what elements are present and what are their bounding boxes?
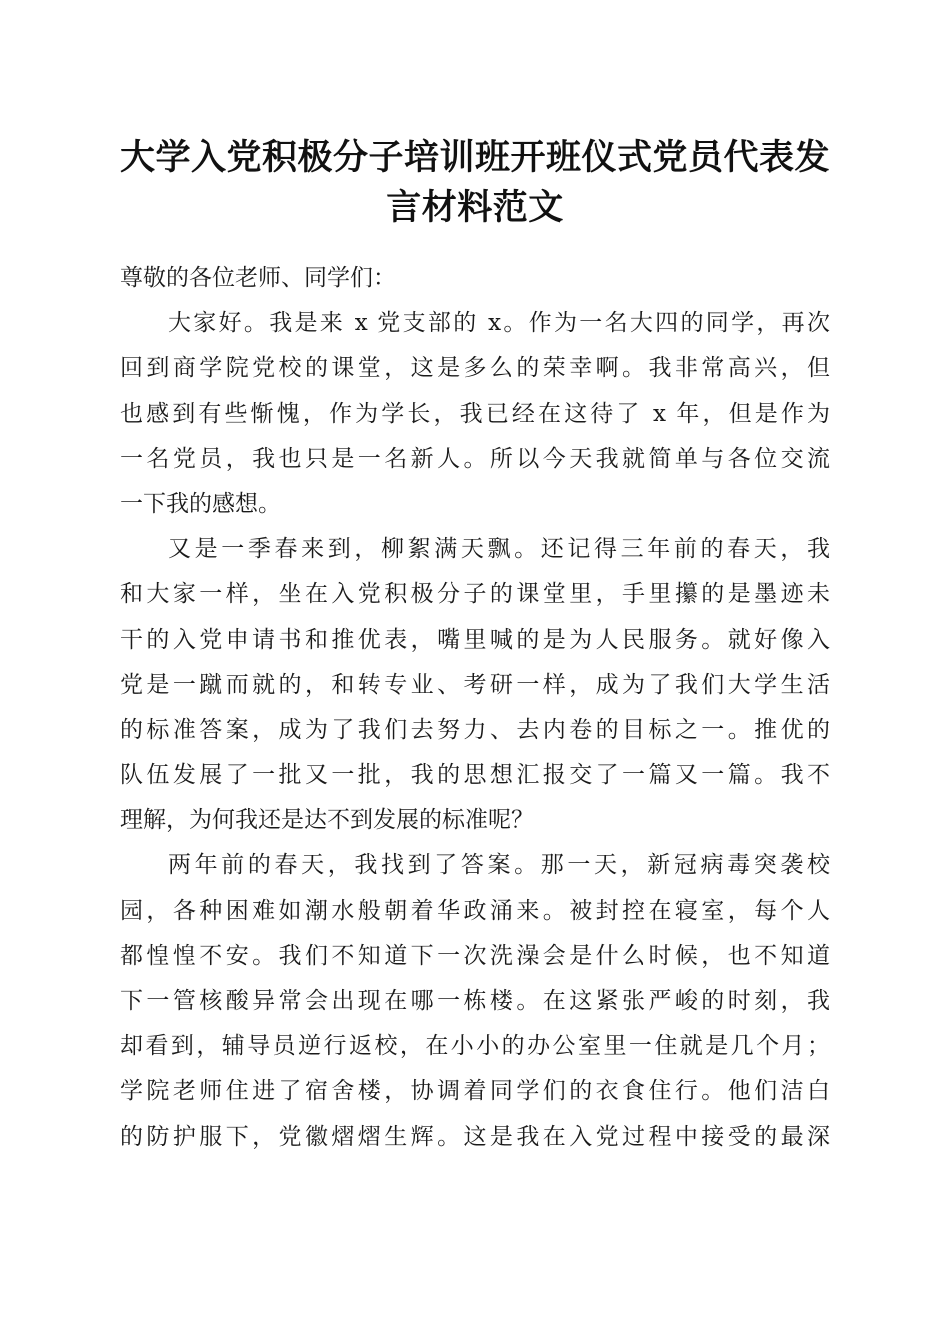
document-title <box>110 133 840 233</box>
body-line: 都惶惶不安。我们不知道下一次洗澡会是什么时候，也不知道 <box>120 942 830 969</box>
body-line: 回到商学院党校的课堂，这是多么的荣幸啊。我非常高兴，但 <box>120 355 830 382</box>
body-line: 尊敬的各位老师、同学们： <box>120 265 396 291</box>
body-line: 队伍发展了一批又一批，我的思想汇报交了一篇又一篇。我不 <box>120 762 830 789</box>
body-line: 却看到，辅导员逆行返校，在小小的办公室里一住就是几个月； <box>120 1033 830 1060</box>
body-line: 两年前的春天，我找到了答案。那一天，新冠病毒突袭校 <box>168 852 830 879</box>
body-line: 园，各种困难如潮水般朝着华政涌来。被封控在寝室，每个人 <box>120 897 830 924</box>
body-line: 一下我的感想。 <box>120 490 281 517</box>
body-line: 下一管核酸异常会出现在哪一栋楼。在这紧张严峻的时刻，我 <box>120 988 830 1014</box>
title-line-1: 大学入党积极分子培训班开班仪式党员代表发 <box>119 137 830 178</box>
body-line: 一名党员，我也只是一名新人。所以今天我就简单与各位交流 <box>120 445 830 472</box>
body-line: 干的入党申请书和推优表，嘴里喊的是为人民服务。就好像入 <box>120 626 830 653</box>
body-line: 党是一蹴而就的，和转专业、考研一样，成为了我们大学生活 <box>120 671 830 698</box>
body-line: 的防护服下，党徽熠熠生辉。这是我在入党过程中接受的最深 <box>120 1123 830 1150</box>
document-body <box>120 256 830 1160</box>
body-line: 学院老师住进了宿舍楼，协调着同学们的衣食住行。他们洁白 <box>120 1078 830 1105</box>
body-line: 和大家一样，坐在入党积极分子的课堂里，手里攥的是墨迹未 <box>120 581 830 608</box>
body-line: 大家好。我是来 x 党支部的 x。作为一名大四的同学，再次 <box>168 310 830 337</box>
body-line: 又是一季春来到，柳絮满天飘。还记得三年前的春天，我 <box>168 536 830 563</box>
title-line-2: 言材料范文 <box>386 187 564 228</box>
body-line: 也感到有些惭愧，作为学长，我已经在这待了 x 年，但是作为 <box>120 400 830 427</box>
body-line: 理解，为何我还是达不到发展的标准呢？ <box>120 807 534 834</box>
body-line: 的标准答案，成为了我们去努力、去内卷的目标之一。推优的 <box>120 716 830 743</box>
